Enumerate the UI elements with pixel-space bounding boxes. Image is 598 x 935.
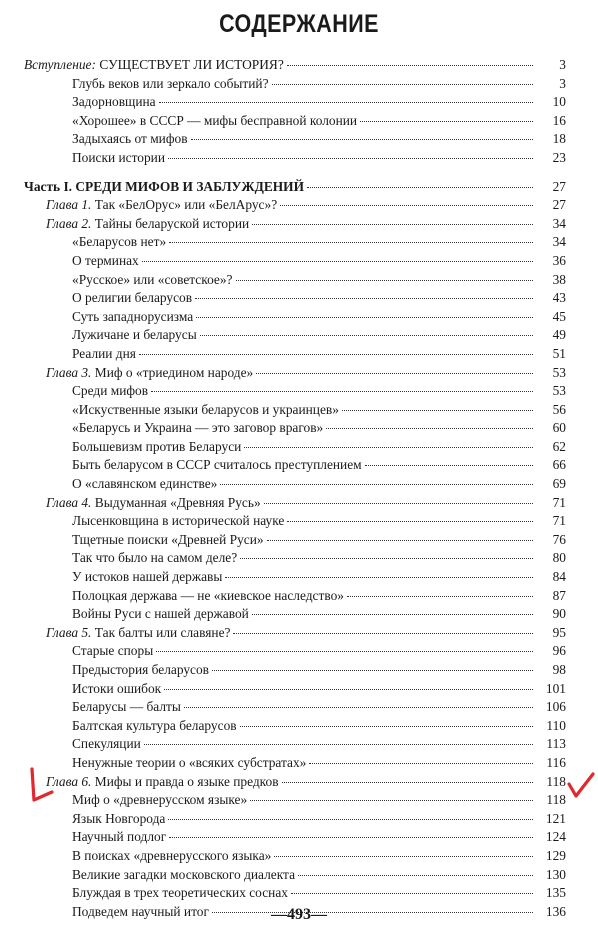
toc-page-number: 110 bbox=[546, 717, 566, 733]
toc-entry-text: Тщетные поиски «Древней Руси» bbox=[72, 531, 264, 547]
toc-page-number: 43 bbox=[552, 290, 566, 306]
toc-entry-text: СУЩЕСТВУЕТ ЛИ ИСТОРИЯ? bbox=[99, 57, 284, 72]
toc-entry-label bbox=[72, 661, 209, 680]
toc-entry-text: Реалии дня bbox=[72, 345, 136, 361]
toc-entry-text: Подведем научный итог bbox=[72, 903, 209, 919]
dot-leader bbox=[280, 205, 533, 206]
toc-entry-label bbox=[72, 717, 237, 736]
toc-entry-text: Старые споры bbox=[72, 643, 154, 659]
toc-entry-label bbox=[72, 401, 339, 420]
toc-page-number: 121 bbox=[545, 810, 566, 826]
toc-entry-label bbox=[72, 112, 357, 131]
toc-entry-label bbox=[72, 149, 165, 168]
dot-leader bbox=[240, 726, 533, 727]
toc-entry-label bbox=[46, 773, 279, 792]
toc-entry-text: Балтская культура беларусов bbox=[72, 717, 237, 733]
dot-leader bbox=[220, 484, 533, 485]
toc-page-number: 116 bbox=[546, 754, 566, 770]
toc-section-row bbox=[0, 382, 598, 401]
toc-entry-text: Блуждая в трех теоретических соснах bbox=[72, 885, 288, 901]
toc-entry-prefix: Глава 6. bbox=[46, 773, 92, 789]
table-of-contents bbox=[0, 56, 598, 921]
toc-entry-text: «Искуственные языки беларусов и украинцев» bbox=[72, 401, 339, 417]
toc-section-row bbox=[0, 149, 598, 168]
toc-entry-text: Полоцкая держава — не «киевское наследство» bbox=[72, 587, 344, 603]
toc-chapter-row bbox=[0, 215, 598, 234]
toc-entry-text: Задыхаясь от мифов bbox=[72, 131, 188, 147]
toc-entry-text: Научный подлог bbox=[72, 829, 167, 845]
dot-leader bbox=[272, 84, 533, 85]
toc-entry-text: СРЕДИ МИФОВ И ЗАБЛУЖДЕНИЙ bbox=[75, 178, 305, 194]
toc-entry-text: Лысенковщина в исторической науке bbox=[72, 513, 285, 529]
dot-leader bbox=[184, 707, 533, 708]
toc-section-row bbox=[0, 884, 598, 903]
toc-entry-label bbox=[72, 680, 161, 699]
toc-entry-text: Ненужные теории о «всяких субстратах» bbox=[72, 754, 307, 770]
toc-entry-text: Лужичане и беларусы bbox=[72, 327, 197, 343]
toc-chapter-row bbox=[0, 624, 598, 643]
dot-leader bbox=[156, 651, 533, 652]
toc-entry-label bbox=[72, 884, 288, 903]
dot-leader bbox=[225, 577, 533, 578]
toc-entry-text: «Русское» или «советское»? bbox=[72, 271, 233, 287]
toc-page-number: 34 bbox=[552, 215, 566, 231]
toc-entry-text: Беларусы — балты bbox=[72, 699, 181, 715]
toc-section-row bbox=[0, 642, 598, 661]
toc-entry-label bbox=[72, 93, 156, 112]
toc-entry-label bbox=[24, 56, 284, 75]
toc-entry-text: Истоки ошибок bbox=[72, 680, 162, 696]
toc-entry-text: У истоков нашей державы bbox=[72, 569, 223, 585]
toc-page-number: 95 bbox=[552, 624, 566, 640]
toc-entry-text: Великие загадки московского диалекта bbox=[72, 866, 296, 882]
toc-entry-text: «Беларусов нет» bbox=[72, 234, 167, 250]
toc-page-number: 71 bbox=[552, 513, 566, 529]
toc-section-row bbox=[0, 661, 598, 680]
toc-entry-prefix: Вступление: bbox=[24, 57, 96, 72]
toc-entry-label bbox=[46, 196, 277, 215]
dot-leader bbox=[287, 521, 533, 522]
toc-page-number: 62 bbox=[552, 438, 566, 454]
toc-section-row bbox=[0, 308, 598, 327]
dot-leader bbox=[307, 187, 533, 188]
toc-section-row bbox=[0, 512, 598, 531]
toc-page-number: 3 bbox=[559, 57, 566, 72]
dot-leader bbox=[282, 782, 533, 783]
toc-section-row bbox=[0, 456, 598, 475]
toc-section-row bbox=[0, 233, 598, 252]
toc-page-number: 49 bbox=[552, 327, 566, 343]
toc-entry-text: Суть западнорусизма bbox=[72, 308, 194, 324]
toc-page-number: 10 bbox=[552, 94, 566, 110]
dot-leader bbox=[326, 428, 533, 429]
dot-leader bbox=[233, 633, 533, 634]
toc-entry-text: О «славянском единстве» bbox=[72, 476, 218, 492]
toc-chapter-row bbox=[0, 196, 598, 215]
toc-section-row bbox=[0, 419, 598, 438]
toc-section-row bbox=[0, 754, 598, 773]
toc-page-number: 124 bbox=[545, 829, 566, 845]
dot-leader bbox=[151, 391, 533, 392]
toc-entry-label bbox=[72, 345, 136, 364]
toc-page-number: 71 bbox=[552, 494, 566, 510]
dot-leader bbox=[267, 540, 533, 541]
toc-entry-label bbox=[72, 512, 284, 531]
toc-section-row bbox=[0, 810, 598, 829]
toc-section-row bbox=[0, 252, 598, 271]
toc-entry-label bbox=[72, 252, 139, 271]
toc-page-number: 87 bbox=[552, 587, 566, 603]
dot-leader bbox=[240, 558, 533, 559]
toc-page-number: 90 bbox=[552, 606, 566, 622]
toc-entry-label bbox=[72, 568, 222, 587]
toc-entry-text: Среди мифов bbox=[72, 383, 149, 399]
dot-leader bbox=[347, 596, 533, 597]
toc-section-row bbox=[0, 847, 598, 866]
toc-page-number: 76 bbox=[552, 531, 566, 547]
toc-section-row bbox=[0, 531, 598, 550]
toc-entry-text: Выдуманная «Древняя Русь» bbox=[94, 494, 261, 510]
dot-leader bbox=[252, 224, 533, 225]
toc-entry-label bbox=[72, 828, 166, 847]
dot-leader bbox=[264, 503, 533, 504]
toc-page-number: 106 bbox=[545, 699, 566, 715]
page-title: СОДЕРЖАНИЕ bbox=[219, 10, 379, 38]
dot-leader bbox=[244, 447, 533, 448]
dot-leader bbox=[164, 689, 533, 690]
toc-chapter-row bbox=[0, 364, 598, 383]
toc-page-number: 101 bbox=[545, 680, 566, 696]
toc-section-row bbox=[0, 717, 598, 736]
toc-entry-label bbox=[72, 531, 264, 550]
toc-entry-prefix: Глава 2. bbox=[46, 215, 92, 231]
toc-page-number: 34 bbox=[552, 234, 566, 250]
dot-leader bbox=[298, 875, 533, 876]
dot-leader bbox=[169, 837, 533, 838]
toc-section-row bbox=[0, 866, 598, 885]
page-number: —493— bbox=[271, 906, 327, 923]
toc-entry-text: Большевизм против Беларуси bbox=[72, 438, 242, 454]
toc-page-number: 66 bbox=[552, 457, 566, 473]
toc-entry-label bbox=[72, 271, 233, 290]
toc-page-number: 113 bbox=[546, 736, 566, 752]
toc-page-number: 3 bbox=[559, 75, 566, 91]
toc-entry-label bbox=[24, 178, 304, 197]
toc-entry-text: Задорновщина bbox=[72, 94, 156, 110]
dot-leader bbox=[195, 298, 533, 299]
toc-section-row bbox=[0, 587, 598, 606]
toc-page-number: 53 bbox=[552, 364, 566, 380]
toc-page-number: 129 bbox=[545, 847, 566, 863]
toc-entry-text: Спекуляции bbox=[72, 736, 141, 752]
toc-page-number: 18 bbox=[552, 131, 566, 147]
toc-page-number: 16 bbox=[552, 112, 566, 128]
toc-page-number: 130 bbox=[545, 866, 566, 882]
dot-leader bbox=[168, 819, 533, 820]
toc-page-number: 84 bbox=[552, 569, 566, 585]
dot-leader bbox=[287, 65, 533, 66]
toc-section-row bbox=[0, 680, 598, 699]
toc-entry-label bbox=[72, 754, 306, 773]
toc-entry-text: «Беларусь и Украина — это заговор врагов» bbox=[72, 420, 324, 436]
dot-leader bbox=[196, 317, 533, 318]
toc-section-row bbox=[0, 568, 598, 587]
toc-section-row bbox=[0, 93, 598, 112]
toc-page-number: 27 bbox=[552, 197, 566, 213]
toc-entry-prefix: Глава 1. bbox=[46, 197, 92, 213]
toc-entry-label bbox=[46, 494, 261, 513]
dot-leader bbox=[139, 354, 533, 355]
toc-section-row bbox=[0, 791, 598, 810]
toc-section-row bbox=[0, 271, 598, 290]
dot-leader bbox=[212, 670, 533, 671]
toc-page-number: 136 bbox=[545, 903, 566, 919]
toc-entry-text: Так что было на самом деле? bbox=[72, 550, 238, 566]
toc-entry-label bbox=[46, 624, 230, 643]
toc-entry-text: Быть беларусом в СССР считалось преступлением bbox=[72, 457, 362, 473]
toc-page-number: 45 bbox=[552, 308, 566, 324]
toc-page-number: 118 bbox=[546, 792, 566, 808]
toc-entry-label bbox=[46, 364, 253, 383]
dot-leader bbox=[144, 744, 533, 745]
toc-entry-label bbox=[72, 791, 247, 810]
toc-entry-label bbox=[72, 605, 249, 624]
toc-section-row bbox=[0, 475, 598, 494]
toc-page-number: 23 bbox=[552, 149, 566, 165]
toc-page-number: 53 bbox=[552, 383, 566, 399]
toc-entry-text: Тайны беларуской истории bbox=[94, 215, 250, 231]
toc-section-row bbox=[0, 605, 598, 624]
toc-entry-text: Миф о «древнерусском языке» bbox=[72, 792, 248, 808]
toc-intro-row bbox=[0, 56, 598, 75]
dot-leader bbox=[169, 242, 533, 243]
toc-page-number: 118 bbox=[546, 773, 566, 789]
dot-leader bbox=[250, 800, 533, 801]
red-check-mark-icon bbox=[566, 770, 596, 800]
toc-page-number: 36 bbox=[552, 252, 566, 268]
toc-entry-label bbox=[72, 587, 344, 606]
toc-entry-label bbox=[72, 456, 362, 475]
toc-page-number: 69 bbox=[552, 476, 566, 492]
dot-leader bbox=[252, 614, 533, 615]
dot-leader bbox=[365, 465, 533, 466]
toc-section-row bbox=[0, 130, 598, 149]
toc-page-number: 38 bbox=[552, 271, 566, 287]
toc-section-row bbox=[0, 828, 598, 847]
toc-section-row bbox=[0, 401, 598, 420]
dot-leader bbox=[342, 410, 533, 411]
toc-entry-prefix: Глава 5. bbox=[46, 624, 92, 640]
dot-leader bbox=[309, 763, 533, 764]
toc-section-row bbox=[0, 345, 598, 364]
toc-entry-text: Язык Новгорода bbox=[72, 810, 166, 826]
red-bracket-mark-icon bbox=[26, 766, 56, 806]
toc-entry-label bbox=[72, 642, 153, 661]
toc-entry-text: О терминах bbox=[72, 252, 139, 268]
toc-page-number: 98 bbox=[552, 662, 566, 677]
toc-section-row bbox=[0, 438, 598, 457]
toc-entry-label bbox=[72, 75, 269, 94]
toc-page-number: 27 bbox=[552, 178, 566, 194]
toc-entry-text: «Хорошее» в СССР — мифы бесправной колонии bbox=[72, 112, 358, 128]
toc-section-row bbox=[0, 698, 598, 717]
toc-entry-text: Предыстория беларусов bbox=[72, 662, 210, 677]
toc-entry-label bbox=[72, 326, 197, 345]
toc-page-number: 96 bbox=[552, 643, 566, 659]
dot-leader bbox=[191, 139, 533, 140]
toc-entry-label bbox=[72, 382, 148, 401]
toc-entry-text: О религии беларусов bbox=[72, 290, 193, 306]
toc-entry-label bbox=[72, 810, 165, 829]
dot-leader bbox=[256, 373, 533, 374]
toc-part-row bbox=[0, 178, 598, 197]
toc-entry-label bbox=[72, 438, 241, 457]
toc-page-number: 135 bbox=[545, 885, 566, 901]
dot-leader bbox=[168, 158, 533, 159]
toc-page-number: 80 bbox=[552, 550, 566, 566]
toc-entry-text: Миф о «триедином народе» bbox=[94, 364, 254, 380]
dot-leader bbox=[274, 856, 533, 857]
toc-entry-label bbox=[46, 215, 249, 234]
toc-entry-text: В поисках «древнерусского языка» bbox=[72, 847, 272, 863]
toc-entry-label bbox=[72, 419, 323, 438]
toc-chapter-row bbox=[0, 773, 598, 792]
toc-entry-label bbox=[72, 698, 181, 717]
toc-entry-prefix: Глава 3. bbox=[46, 364, 92, 380]
toc-section-row bbox=[0, 75, 598, 94]
toc-entry-text: Глубь веков или зеркало событий? bbox=[72, 75, 269, 91]
toc-entry-text: Мифы и правда о языке предков bbox=[94, 773, 279, 789]
dot-leader bbox=[200, 335, 533, 336]
toc-entry-label bbox=[72, 549, 237, 568]
toc-entry-prefix: Глава 4. bbox=[46, 494, 92, 510]
toc-section-row bbox=[0, 112, 598, 131]
dot-leader bbox=[159, 102, 533, 103]
dot-leader bbox=[291, 893, 533, 894]
toc-section-row bbox=[0, 549, 598, 568]
toc-page-number: 51 bbox=[552, 345, 566, 361]
toc-entry-prefix: Часть I. bbox=[24, 178, 73, 194]
toc-entry-label bbox=[72, 289, 192, 308]
dot-leader bbox=[236, 280, 533, 281]
toc-page-number: 60 bbox=[552, 420, 566, 436]
toc-entry-text: Войны Руси с нашей державой bbox=[72, 606, 249, 622]
toc-section-row bbox=[0, 289, 598, 308]
toc-section-row bbox=[0, 326, 598, 345]
toc-chapter-row bbox=[0, 494, 598, 513]
toc-entry-label bbox=[72, 735, 141, 754]
dot-leader bbox=[360, 121, 533, 122]
toc-entry-label bbox=[72, 475, 217, 494]
toc-entry-text: Поиски истории bbox=[72, 149, 166, 165]
toc-entry-label bbox=[72, 233, 166, 252]
toc-entry-label bbox=[72, 130, 188, 149]
toc-entry-text: Так балты или славяне? bbox=[94, 624, 231, 640]
toc-entry-text: Так «БелОрус» или «БелАрус»? bbox=[94, 197, 278, 213]
toc-page-number: 56 bbox=[552, 401, 566, 417]
toc-entry-label bbox=[72, 847, 271, 866]
dot-leader bbox=[142, 261, 533, 262]
toc-entry-label bbox=[72, 308, 193, 327]
toc-section-row bbox=[0, 735, 598, 754]
toc-entry-label bbox=[72, 866, 295, 885]
